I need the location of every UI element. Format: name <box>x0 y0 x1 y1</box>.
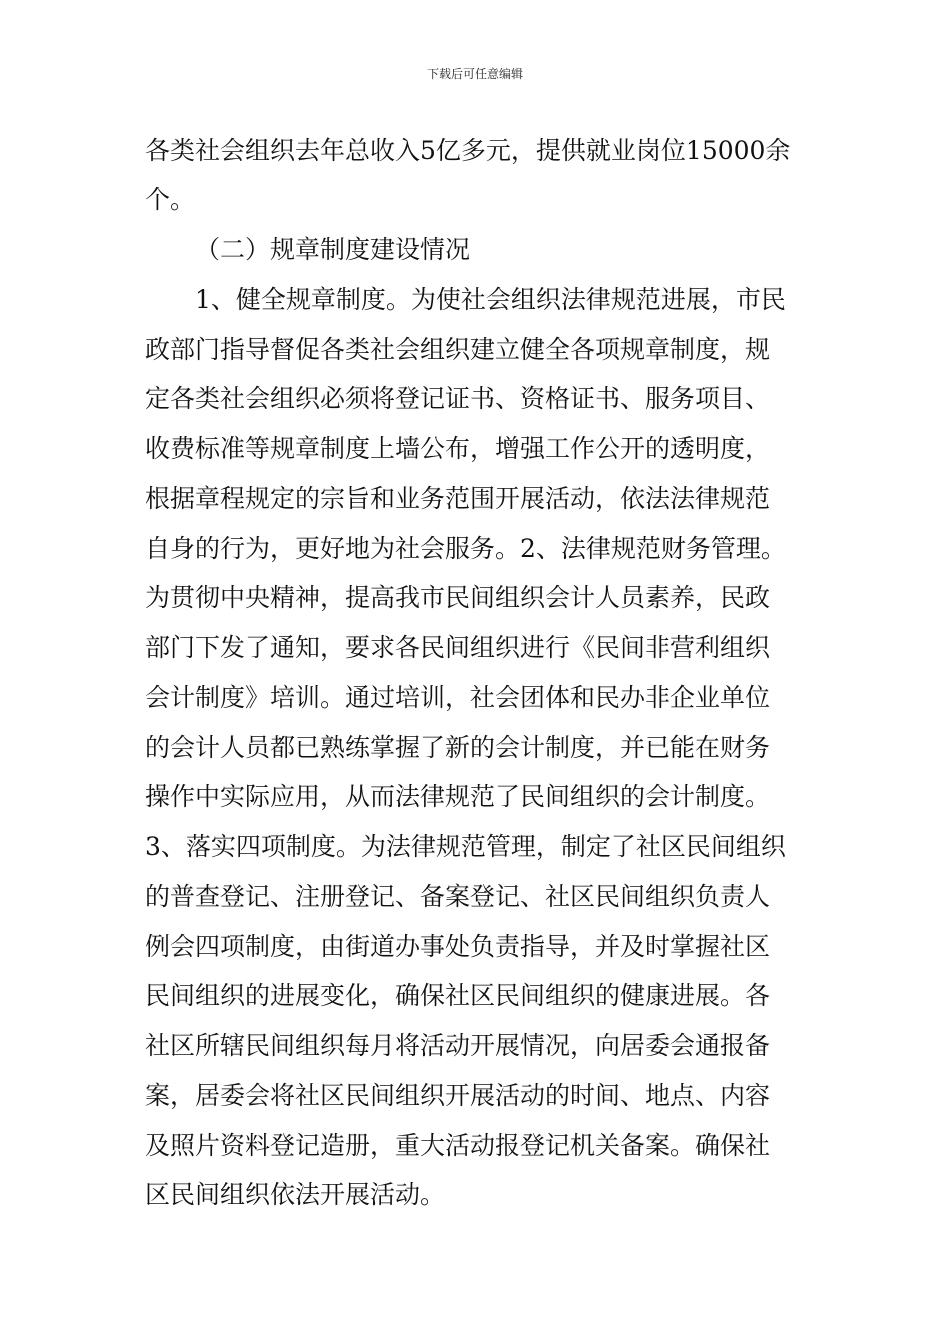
text-line: 社区所辖民间组织每月将活动开展情况，向居委会通报备 <box>145 1031 771 1060</box>
text-line: 各类社会组织去年总收入5亿多元，提供就业岗位15000余 <box>145 136 791 165</box>
text-line: 定各类社会组织必须将登记证书、资格证书、服务项目、 <box>145 384 771 413</box>
section-heading: （二）规章制度建设情况 <box>195 235 471 264</box>
text-line: 案，居委会将社区民间组织开展活动的时间、地点、内容 <box>145 1081 771 1110</box>
text-line: 根据章程规定的宗旨和业务范围开展活动，依法法律规范 <box>145 484 771 513</box>
text-line: 及照片资料登记造册，重大活动报登记机关备案。确保社 <box>145 1131 771 1160</box>
text-line: 收费标准等规章制度上墙公布，增强工作公开的透明度， <box>145 434 771 463</box>
text-line: 会计制度》培训。通过培训，社会团体和民办非企业单位 <box>145 683 771 712</box>
text-line: 个。 <box>145 185 196 214</box>
text-line: 操作中实际应用，从而法律规范了民间组织的会计制度。 <box>145 782 771 811</box>
text-line: 部门下发了通知，要求各民间组织进行《民间非营利组织 <box>145 633 771 662</box>
text-line: 自身的行为，更好地为社会服务。2、法律规范财务管理。 <box>145 534 786 563</box>
text-line: 为贯彻中央精神，提高我市民间组织会计人员素养，民政 <box>145 583 771 612</box>
text-line: 民间组织的进展变化，确保社区民间组织的健康进展。各 <box>145 981 771 1010</box>
text-line: 3、落实四项制度。为法律规范管理，制定了社区民间组织 <box>145 832 786 861</box>
page-header-note: 下载后可任意编辑 <box>426 67 523 81</box>
text-line: 例会四项制度，由街道办事处负责指导，并及时掌握社区 <box>145 932 771 961</box>
text-line: 区民间组织依法开展活动。 <box>145 1180 446 1209</box>
text-line: 的会计人员都已熟练掌握了新的会计制度，并已能在财务 <box>145 733 771 762</box>
text-line: 的普查登记、注册登记、备案登记、社区民间组织负责人 <box>145 882 771 911</box>
text-line: 政部门指导督促各类社会组织建立健全各项规章制度，规 <box>145 335 771 364</box>
text-line: 1、健全规章制度。为使社会组织法律规范进展，市民 <box>195 285 786 314</box>
